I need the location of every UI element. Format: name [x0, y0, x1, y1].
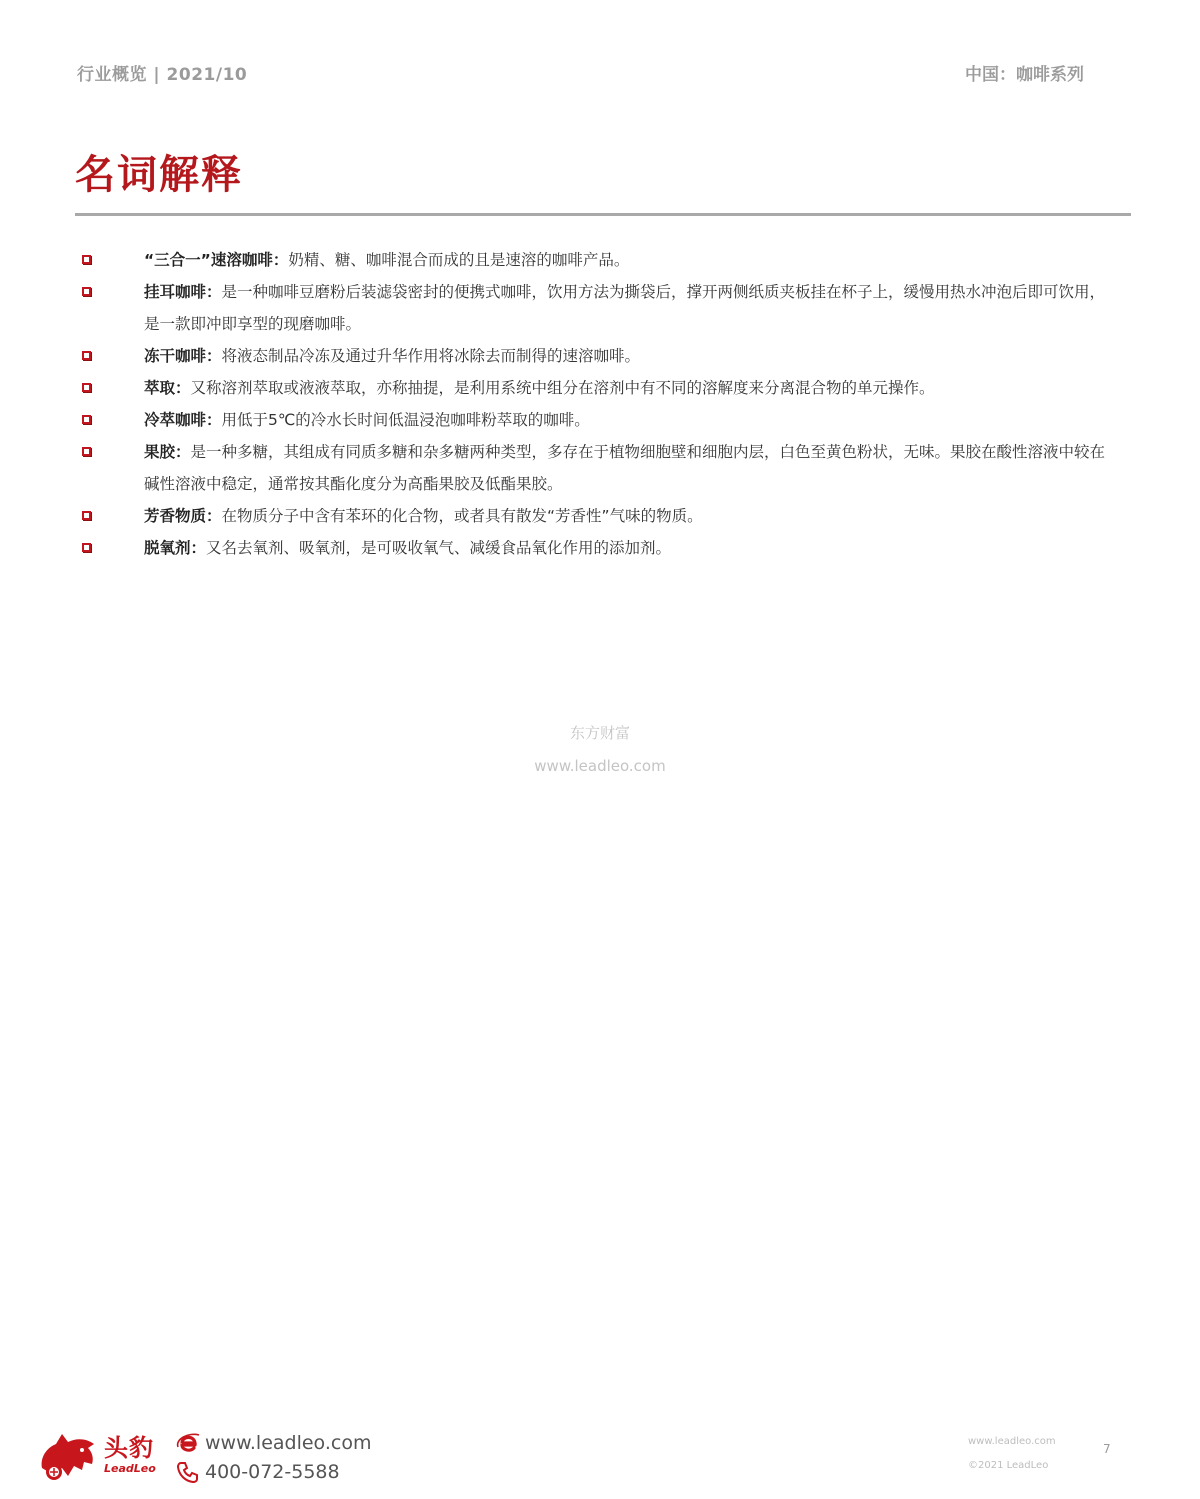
phone-row [175, 1457, 371, 1486]
leopard-logo-icon [38, 1428, 100, 1484]
term-name: 脱氧剂： [144, 539, 207, 557]
term-description: 又名去氧剂、吸氧剂，是可吸收氧气、减缓食品氧化作用的添加剂。 [206, 539, 672, 557]
term-description: 用低于5℃的冷水长时间低温浸泡咖啡粉萃取的咖啡。 [221, 411, 590, 429]
term-name: “三合一”速溶咖啡： [144, 251, 289, 269]
term-name: 冻干咖啡： [144, 347, 222, 365]
term-name: 芳香物质： [144, 507, 222, 525]
website-link[interactable]: www.leadleo.com [205, 1431, 372, 1454]
term-description: 奶精、糖、咖啡混合而成的且是速溶的咖啡产品。 [288, 251, 630, 269]
internet-e-icon [175, 1431, 201, 1455]
square-bullet-icon [82, 383, 91, 392]
phone-number[interactable]: 400-072-5588 [205, 1460, 340, 1483]
term-description: 又称溶剂萃取或液液萃取，亦称抽提，是利用系统中组分在溶剂中有不同的溶解度来分离混合物的单元操作。 [190, 379, 935, 397]
glossary-item [80, 532, 1120, 564]
square-bullet-icon [82, 511, 91, 520]
glossary-item [80, 404, 1120, 436]
phone-icon [175, 1460, 201, 1484]
copyright-text: ©2021 LeadLeo [968, 1460, 1049, 1471]
term-name: 萃取： [144, 379, 191, 397]
square-bullet-icon [82, 255, 91, 264]
square-bullet-icon [82, 351, 91, 360]
square-bullet-icon [82, 447, 91, 456]
term-description: 将液态制品冷冻及通过升华作用将冰除去而制得的速溶咖啡。 [221, 347, 641, 365]
glossary-item [80, 276, 1120, 340]
square-bullet-icon [82, 287, 91, 296]
watermark-name: 东方财富 [569, 724, 630, 742]
glossary-item [80, 244, 1120, 276]
footer-contact [175, 1428, 371, 1486]
term-description: 是一种多糖，其组成有同质多糖和杂多糖两种类型，多存在于植物细胞壁和细胞内层，白色至黄色粉状，无味。果胶在酸性溶液中较在碱性溶液中稳定，通常按其酯化度分为高酯果胶及低酯果胶。 [144, 443, 1106, 493]
page-title: 名词解释 [75, 152, 243, 198]
title-divider [75, 213, 1131, 216]
glossary-item [80, 340, 1120, 372]
term-name: 挂耳咖啡： [144, 283, 222, 301]
watermark-url: www.leadleo.com [534, 757, 666, 775]
report-series: 中国：咖啡系列 [965, 65, 1084, 85]
website-row [175, 1428, 371, 1457]
term-name: 冷萃咖啡： [144, 411, 222, 429]
logo-english-name: LeadLeo [104, 1462, 156, 1475]
term-description: 是一种咖啡豆磨粉后装滤袋密封的便携式咖啡，饮用方法为撕袋后，撑开两侧纸质夹板挂在杯子上，缓慢用热水冲泡后即可饮用，是一款即冲即享型的现磨咖啡。 [144, 283, 1106, 333]
square-bullet-icon [82, 415, 91, 424]
term-name: 果胶： [144, 443, 191, 461]
logo-chinese-name: 头豹 [104, 1434, 154, 1462]
footer-site-text: www.leadleo.com [968, 1436, 1056, 1447]
glossary-item [80, 436, 1120, 500]
term-description: 在物质分子中含有苯环的化合物，或者具有散发“芳香性”气味的物质。 [221, 507, 703, 525]
glossary-item [80, 500, 1120, 532]
glossary-list [80, 244, 1120, 564]
report-category-date: 行业概览 | 2021/10 [77, 65, 248, 85]
square-bullet-icon [82, 543, 91, 552]
glossary-item [80, 372, 1120, 404]
page-number: 7 [1103, 1442, 1111, 1456]
